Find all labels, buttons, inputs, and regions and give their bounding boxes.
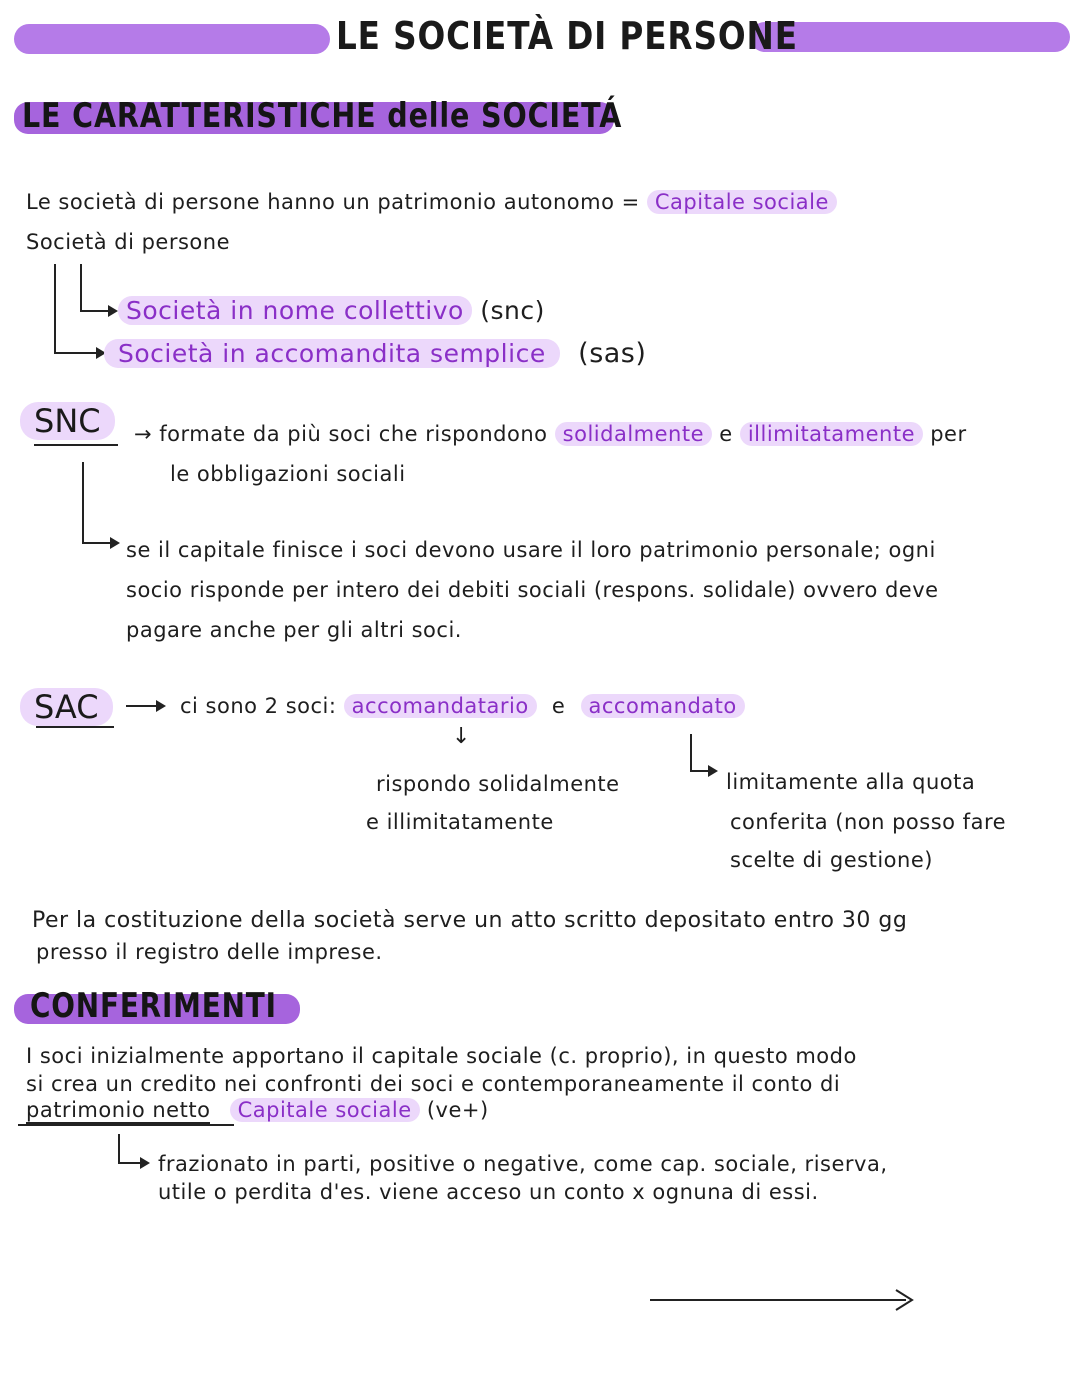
conferimenti-line1: I soci inizialmente apportano il capitale sociale (c. proprio), in questo modo (26, 1044, 857, 1068)
snc-tree-line (82, 462, 84, 544)
conferimenti-tree-line (118, 1134, 120, 1164)
conferimenti-sub-line2: utile o perdita d'es. viene acceso un conto x ognuna di essi. (158, 1180, 819, 1204)
section-heading-caratteristiche: LE CARATTERISTICHE delle SOCIETÁ (22, 96, 623, 136)
branch-snc: Società in nome collettivo (snc) (118, 296, 545, 325)
sac-partner1-desc-line2: e illimitatamente (366, 810, 554, 834)
tree-line-outer (54, 264, 56, 354)
sac-label: SAC (20, 688, 113, 726)
capitale-sociale-highlight: Capitale sociale (647, 190, 837, 214)
conferimenti-heading: CONFERIMENTI (30, 986, 277, 1026)
snc-underline (34, 444, 118, 446)
tree-root: Società di persone (26, 230, 230, 254)
sac-down-arrow: ↓ (452, 724, 471, 749)
conferimenti-tree-arrow (140, 1157, 150, 1169)
sac-partner2-branch (690, 770, 710, 772)
sac-underline (36, 726, 114, 728)
sac-partner2-desc-line2: conferita (non posso fare (730, 810, 1007, 834)
snc-definition-line2: le obbligazioni sociali (170, 462, 406, 486)
page-title: LE SOCIETÀ DI PERSONE (336, 14, 798, 58)
title-band-left (14, 24, 330, 54)
costituzione-line1: Per la costituzione della società serve un atto scritto depositato entro 30 gg (32, 908, 908, 933)
next-page-arrow-icon (892, 1288, 916, 1312)
sac-intro: ci sono 2 soci: accomandatario e accomandato (180, 694, 745, 718)
snc-detail-line2: socio risponde per intero dei debiti sociali (respons. solidale) ovvero deve (126, 578, 939, 602)
sac-partner2-arrow (708, 765, 718, 777)
intro-text: Le società di persone hanno un patrimonio autonomo = Capitale sociale (26, 190, 837, 214)
snc-tree-arrow (110, 537, 120, 549)
snc-definition-line1: → formate da più soci che rispondono solidalmente e illimitatamente per (134, 422, 967, 446)
conferimenti-sub-line1: frazionato in parti, positive o negative, come cap. sociale, riserva, (158, 1152, 888, 1176)
sac-arrow-head (156, 700, 166, 712)
costituzione-line2: presso il registro delle imprese. (36, 940, 383, 964)
next-page-arrow-shaft (650, 1299, 906, 1301)
title-band-right (750, 22, 1070, 52)
sac-partner2-desc-line1: limitamente alla quota (726, 770, 976, 794)
capitale-sociale-highlight-2: Capitale sociale (230, 1098, 420, 1122)
tree-arrow-1 (108, 305, 118, 317)
branch-sas: Società in accomandita semplice (sas) (104, 338, 646, 369)
snc-detail-line3: pagare anche per gli altri soci. (126, 618, 462, 642)
sac-partner1-desc-line1: rispondo solidalmente (376, 772, 620, 796)
conferimenti-tree-branch (118, 1162, 142, 1164)
sac-partner2-line (690, 734, 692, 772)
tree-line-inner (80, 264, 82, 312)
conferimenti-line3: patrimonio netto Capitale sociale (ve+) (26, 1098, 489, 1122)
tree-branch-inner (80, 310, 110, 312)
snc-tree-branch (82, 542, 112, 544)
conferimenti-line2: si crea un credito nei confronti dei soci e contemporaneamente il conto di (26, 1072, 841, 1096)
sac-partner2-desc-line3: scelte di gestione) (730, 848, 933, 872)
snc-detail-line1: se il capitale finisce i soci devono usare il loro patrimonio personale; ogni (126, 538, 936, 562)
tree-branch-outer (54, 352, 98, 354)
patrimonio-netto-underlined: patrimonio netto (26, 1098, 211, 1122)
sac-arrow-shaft (126, 705, 158, 707)
snc-label: SNC (20, 402, 115, 440)
patrimonio-underline-extension (18, 1124, 234, 1126)
